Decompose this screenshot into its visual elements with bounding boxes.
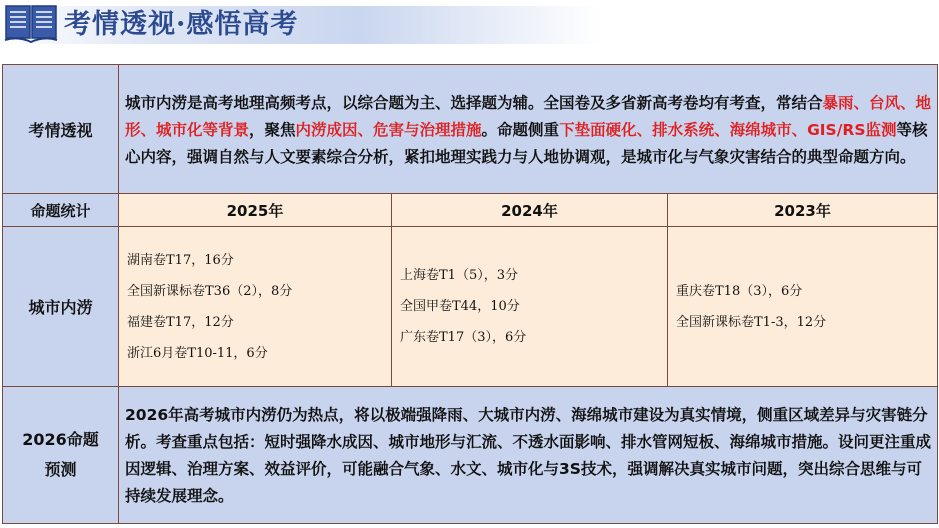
highlight-text: 内涝成因、危害与治理措施 [295,120,482,139]
list-item: 全国新课标卷T1-3，12分 [676,314,827,330]
intro-segment: ，聚焦 [249,120,296,139]
stats-label: 命题统计 [3,194,119,227]
topic-label: 城市内涝 [3,227,119,387]
forecast-text: 2026年高考城市内涝仍为热点，将以极端强降雨、大城市内涝、海绵城市建设为真实情境，侧重区域差异与灾害链分析。考查重点包括：短时强降水成因、城市地形与汇流、不透水面影响、排水管网短板、海绵城市措施。设问更注重成因逻辑、治理方案、效益评价，可能融合气象、水文、城市化与3S技术，强调解决真实城市问题，突出综合思维与可持续发展理念。 [125,406,932,505]
page-header [0,0,939,52]
list-2024 [392,260,667,353]
stats-row [3,194,938,227]
list-item: 广东卷T17（3），6分 [400,330,527,345]
intro-row [3,65,938,194]
year-2024-header: 2024年 [392,194,668,227]
topic-row [3,227,938,387]
highlight-text: 暴雨、台风、地形、城市化等背景 [125,93,932,139]
list-item: 上海卷T1（5），3分 [400,268,518,283]
highlight-text: 下垫面硬化、排水系统、海绵城市、GIS/RS监测 [559,120,897,139]
list-item: 全国新课标卷T36（2），8分 [127,283,293,299]
year-2025-header: 2025年 [119,194,392,227]
exam-analysis-table [2,64,938,524]
list-item: 湖南卷T17，16分 [127,252,234,268]
list-item: 全国甲卷T44，10分 [400,299,520,314]
page-title: 考情透视·感悟高考 [64,9,299,40]
list-item: 浙江6月卷T10-11，6分 [127,345,268,361]
list-2023 [668,276,937,338]
year-2023-header: 2023年 [668,194,938,227]
forecast-label: 2026命题 预测 [3,387,119,524]
book-icon [4,4,58,44]
forecast-row [3,387,938,524]
intro-segment: 等核心内容，强调自然与人文要素综合分析，紧扣地理实践力与人地协调观，是城市化与气象灾害结合的典型命题方向。 [125,120,928,166]
list-item: 福建卷T17，12分 [127,314,234,330]
list-item: 重庆卷T18（3），6分 [676,283,803,299]
list-2025 [119,245,391,369]
intro-segment: 。命题侧重 [481,120,560,139]
intro-segment: 城市内涝是高考地理高频考点，以综合题为主、选择题为辅。全国卷及多省新高考卷均有考查，常结合 [125,93,823,112]
intro-text [119,86,937,173]
intro-label: 考情透视 [3,65,119,194]
